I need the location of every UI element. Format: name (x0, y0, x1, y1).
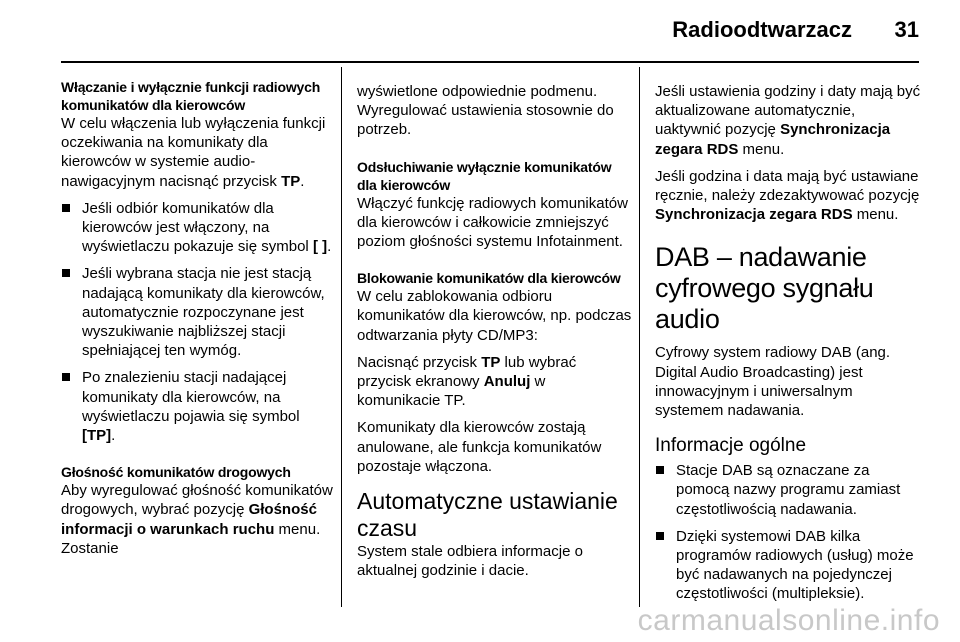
column-2 (357, 82, 632, 580)
watermark: carmanualsonline.info (637, 604, 940, 637)
section-heading-listen-only: Odsłuchiwanie wyłącznie komunikatów dla kierowców (357, 158, 612, 193)
section-heading-traffic-volume: Głośność komunikatów drogowych (61, 464, 291, 481)
paragraph: Włączyć funkcję radiowych komunikatów dla kierowców i całkowicie zmniejszyć poziom głośności systemu Infotainment. (357, 194, 628, 251)
section-heading-traffic-toggle: Włączanie i wyłącznie funkcji radiowych komunikatów dla kierowców (61, 79, 321, 113)
paragraph: Jeśli godzina i data mają być ustawiane ręcznie, należy zdezaktywować pozycję Synchronizacja zegara RDS menu. (655, 167, 920, 224)
list-item: Dzięki systemowi DAB kilka programów radiowych (usług) może być nadawanych na pojedynczej częstotliwości (multipleksie). (655, 527, 925, 604)
paragraph: W celu zablokowania odbioru komunikatów dla kierowców, np. podczas odtwarzania płyty CD/MP3: (357, 288, 632, 344)
section-heading-general-info: Informacje ogólne (655, 435, 807, 457)
bullet-list (655, 461, 925, 603)
list-item: Stacje DAB są oznaczane za pomocą nazwy programu zamiast częstotliwością nadawania. (655, 461, 925, 519)
column-divider-2 (639, 67, 640, 607)
column-3 (655, 82, 925, 612)
paragraph: Jeśli ustawienia godziny i daty mają być aktualizowane automatycznie, uaktywnić pozycję Synchronizacja zegara RDS menu. (655, 83, 921, 158)
header-divider (61, 61, 919, 63)
column-divider-1 (341, 67, 342, 607)
section-heading-blocking: Blokowanie komunikatów dla kierowców (357, 270, 621, 287)
list-item: Jeśli wybrana stacja nie jest stacją nadającą komunikaty dla kierowców, automatycznie rozpoczynane jest wyszukiwanie najbliższej stacji spełniającej ten wymóg. (61, 264, 336, 360)
page-header-title: Radioodtwarzacz (672, 17, 852, 42)
paragraph: Aby wyregulować głośność komunikatów drogowych, wybrać pozycję Głośność informacji o warunkach ruchu menu. Zostanie (61, 482, 333, 557)
paragraph: Komunikaty dla kierowców zostają anulowane, ale funkcja komunikatów pozostaje włączona. (357, 419, 602, 475)
section-heading-auto-time: Automatyczne ustawianie czasu (357, 488, 618, 542)
chapter-heading-dab: DAB – nadawanie cyfrowego sygnału audio (655, 242, 874, 335)
list-item: Jeśli odbiór komunikatów dla kierowców jest włączony, na wyświetlaczu pokazuje się symbol [ ]. (61, 199, 336, 257)
column-1 (61, 78, 336, 558)
bullet-list (61, 199, 336, 445)
paragraph: System stale odbiera informacje o aktualnej godzinie i dacie. (357, 543, 583, 580)
paragraph: W celu włączenia lub wyłączenia funkcji oczekiwania na komunikaty dla kierowców w systemie audio-nawigacyjnym nacisnąć przycisk TP. (61, 115, 326, 190)
paragraph: Nacisnąć przycisk TP lub wybrać przycisk ekranowy Anuluj w komunikacie TP. (357, 353, 577, 410)
list-item: Po znalezieniu stacji nadającej komunikaty dla kierowców, na wyświetlaczu pojawia się symbol [TP]. (61, 368, 336, 445)
paragraph: wyświetlone odpowiednie podmenu. Wyregulować ustawienia stosownie do potrzeb. (357, 83, 614, 139)
page-number: 31 (894, 17, 919, 42)
paragraph: Cyfrowy system radiowy DAB (ang. Digital Audio Broadcasting) jest innowacyjnym i uniwersalnym systemem nadawania. (655, 344, 891, 420)
